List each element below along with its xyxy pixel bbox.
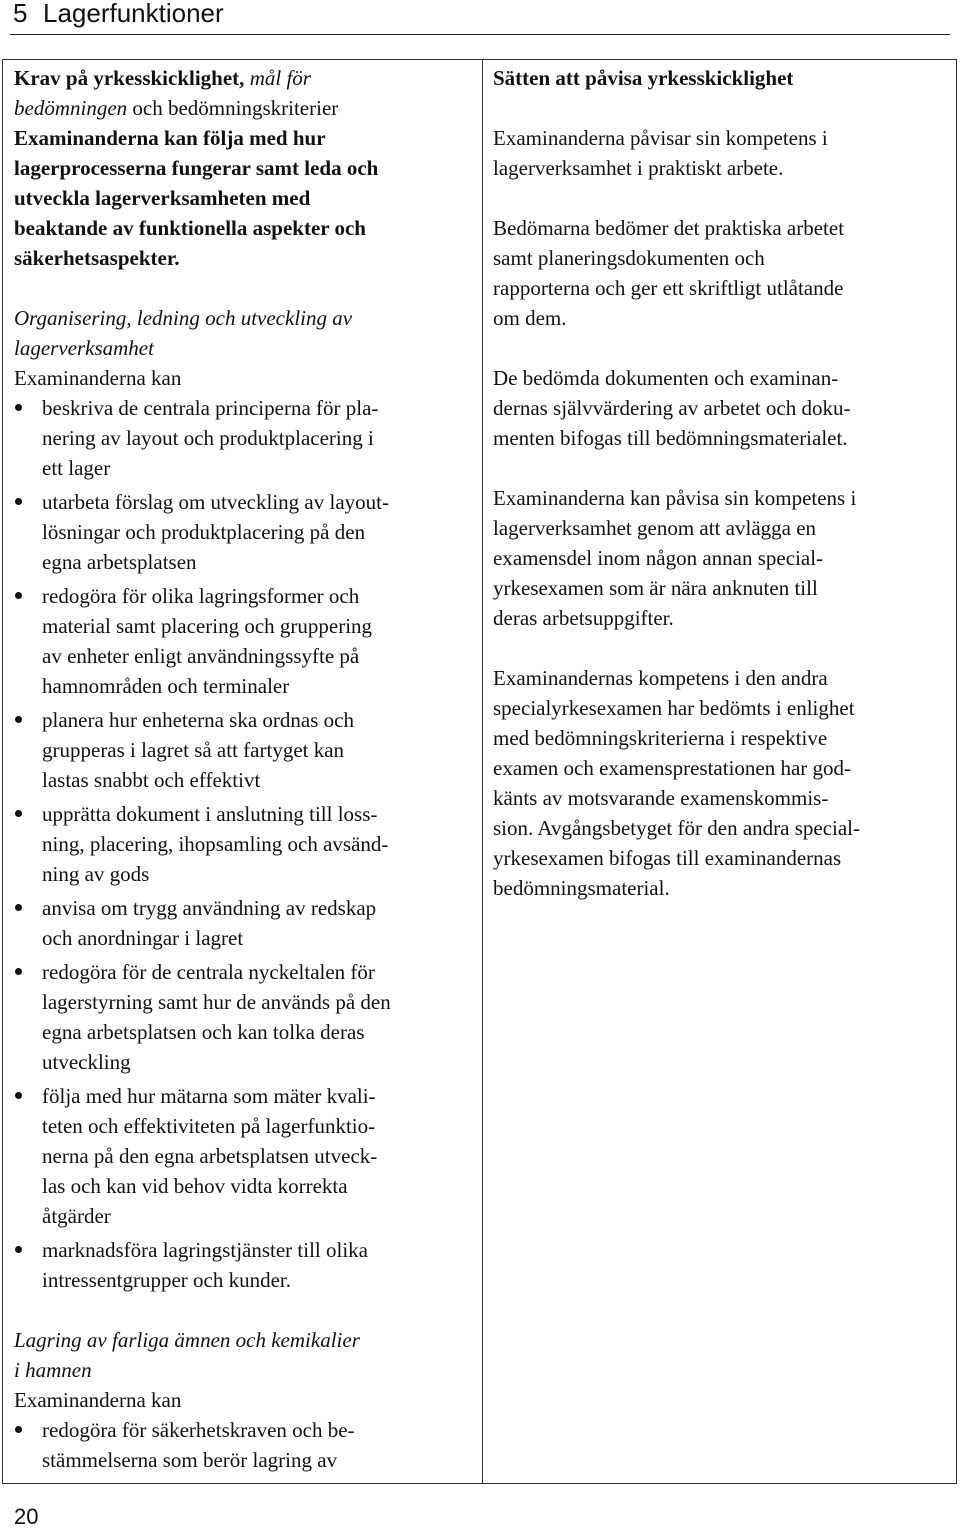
paragraph-line: rapporterna och ger ett skriftligt utlåtande <box>493 276 844 300</box>
bold-line: lagerprocesserna fungerar samt leda och <box>14 156 379 180</box>
heading-italic-part: mål för <box>249 66 311 90</box>
bold-line: beaktande av funktionella aspekter och <box>14 216 366 240</box>
section2-intro: Examinanderna kan <box>14 1388 182 1412</box>
list-item <box>14 1081 476 1231</box>
section1-list <box>14 393 476 1295</box>
item-line: stämmelserna som berör lagring av <box>42 1448 338 1472</box>
item-line: lagerstyrning samt hur de används på den <box>42 990 391 1014</box>
item-line: ning av gods <box>42 862 150 886</box>
list-item <box>14 705 476 795</box>
item-line: intressentgrupper och kunder. <box>42 1268 292 1292</box>
item-line: och anordningar i lagret <box>42 926 244 950</box>
paragraph-line: med bedömningskriterierna i respektive <box>493 726 828 750</box>
item-line: anvisa om trygg användning av redskap <box>42 896 377 920</box>
paragraph-line: yrkesexamen bifogas till examinandernas <box>493 846 842 870</box>
right-paragraph <box>493 483 945 633</box>
section2-list <box>14 1415 476 1475</box>
paragraph-line: bedömningsmaterial. <box>493 876 670 900</box>
heading-line2-rest: och bedömningskriterier <box>132 96 339 120</box>
paragraph-line: lagerverksamhet i praktiskt arbete. <box>493 156 784 180</box>
paragraph-line: känts av motsvarande examenskommis- <box>493 786 829 810</box>
section1-intro: Examinanderna kan <box>14 366 182 390</box>
right-paragraph <box>493 213 945 333</box>
list-item <box>14 893 476 953</box>
paragraph-line: lagerverksamhet genom att avlägga en <box>493 516 817 540</box>
right-heading: Sätten att påvisa yrkesskicklighet <box>493 66 794 90</box>
bullet-icon <box>15 810 22 817</box>
right-paragraph <box>493 363 945 453</box>
item-line: nerna på den egna arbetsplatsen utveck- <box>42 1144 378 1168</box>
paragraph-line: Examinanderna kan påvisa sin kompetens i <box>493 486 857 510</box>
paragraph-line: Examinandernas kompetens i den andra <box>493 666 828 690</box>
list-item <box>14 393 476 483</box>
item-line: lösningar och produktplacering på den <box>42 520 366 544</box>
item-line: nering av layout och produktplacering i <box>42 426 374 450</box>
item-line: las och kan vid behov vidta korrekta <box>42 1174 348 1198</box>
section-title-line: Organisering, ledning och utveckling av <box>14 306 353 330</box>
paragraph-line: sion. Avgångsbetyget för den andra special- <box>493 816 860 840</box>
bold-line: Examinanderna kan följa med hur <box>14 126 326 150</box>
paragraph-line: yrkesexamen som är nära anknuten till <box>493 576 818 600</box>
list-item <box>14 1415 476 1475</box>
bullet-icon <box>15 1426 22 1433</box>
list-item <box>14 487 476 577</box>
item-line: teten och effektiviteten på lagerfunktio- <box>42 1114 376 1138</box>
item-line: beskriva de centrala principerna för pla- <box>42 396 379 420</box>
item-line: utveckling <box>42 1050 131 1074</box>
section2-title <box>14 1325 476 1385</box>
item-line: ning, placering, ihopsamling och avsänd- <box>42 832 389 856</box>
list-item <box>14 1235 476 1295</box>
paragraph-line: specialyrkesexamen har bedömts i enlighet <box>493 696 855 720</box>
item-line: egna arbetsplatsen och kan tolka deras <box>42 1020 365 1044</box>
bullet-icon <box>15 904 22 911</box>
right-column <box>493 63 945 903</box>
item-line: planera hur enheterna ska ordnas och <box>42 708 354 732</box>
item-line: åtgärder <box>42 1204 111 1228</box>
section-title-line: Lagring av farliga ämnen och kemikalier <box>14 1328 360 1352</box>
item-line: hamnområden och terminaler <box>42 674 290 698</box>
item-line: material samt placering och gruppering <box>42 614 373 638</box>
chapter-header <box>10 0 950 35</box>
paragraph-line: examen och examensprestationen har god- <box>493 756 852 780</box>
paragraph-line: examensdel inom någon annan special- <box>493 546 824 570</box>
left-column <box>14 63 476 1479</box>
paragraph-line: samt planeringsdokumenten och <box>493 246 765 270</box>
column-divider <box>482 60 483 1483</box>
paragraph-line: Examinanderna påvisar sin kompetens i <box>493 126 828 150</box>
item-line: redogöra för de centrala nyckeltalen för <box>42 960 375 984</box>
bullet-icon <box>15 1246 22 1253</box>
chapter-title: Lagerfunktioner <box>43 0 224 28</box>
bullet-icon <box>15 1092 22 1099</box>
paragraph-line: menten bifogas till bedömningsmaterialet. <box>493 426 848 450</box>
bold-line: säkerhetsaspekter. <box>14 246 180 270</box>
item-line: upprätta dokument i anslutning till loss- <box>42 802 378 826</box>
section-title-line: i hamnen <box>14 1358 92 1382</box>
bullet-icon <box>15 592 22 599</box>
page-number: 20 <box>14 1504 39 1529</box>
list-item <box>14 799 476 889</box>
paragraph-line: Bedömarna bedömer det praktiska arbetet <box>493 216 845 240</box>
heading-line2-italic: bedömningen <box>14 96 128 120</box>
item-line: ett lager <box>42 456 111 480</box>
left-heading <box>14 63 476 93</box>
right-paragraph <box>493 663 945 903</box>
right-paragraph <box>493 123 945 183</box>
item-line: egna arbetsplatsen <box>42 550 197 574</box>
bold-line: utveckla lagerverksamheten med <box>14 186 311 210</box>
paragraph-line: dernas självvärdering av arbetet och doku- <box>493 396 851 420</box>
chapter-number: 5 <box>13 0 28 28</box>
item-line: följa med hur mätarna som mäter kvali- <box>42 1084 376 1108</box>
item-line: av enheter enligt användningssyfte på <box>42 644 360 668</box>
paragraph-line: deras arbetsuppgifter. <box>493 606 674 630</box>
item-line: redogöra för olika lagringsformer och <box>42 584 360 608</box>
bullet-icon <box>15 968 22 975</box>
paragraph-line: De bedömda dokumenten och examinan- <box>493 366 839 390</box>
left-heading-line2 <box>14 93 476 123</box>
bullet-icon <box>15 404 22 411</box>
competence-statement <box>14 123 476 273</box>
section1-title <box>14 303 476 363</box>
item-line: utarbeta förslag om utveckling av layout- <box>42 490 389 514</box>
paragraph-line: om dem. <box>493 306 567 330</box>
item-line: lastas snabbt och effektivt <box>42 768 261 792</box>
item-line: marknadsföra lagringstjänster till olika <box>42 1238 368 1262</box>
heading-bold-part: Krav på yrkesskicklighet, <box>14 66 245 90</box>
item-line: grupperas i lagret så att fartyget kan <box>42 738 345 762</box>
section-title-line: lagerverksamhet <box>14 336 154 360</box>
criteria-table <box>2 59 957 1484</box>
bullet-icon <box>15 498 22 505</box>
bullet-icon <box>15 716 22 723</box>
list-item <box>14 581 476 701</box>
list-item <box>14 957 476 1077</box>
item-line: redogöra för säkerhetskraven och be- <box>42 1418 355 1442</box>
